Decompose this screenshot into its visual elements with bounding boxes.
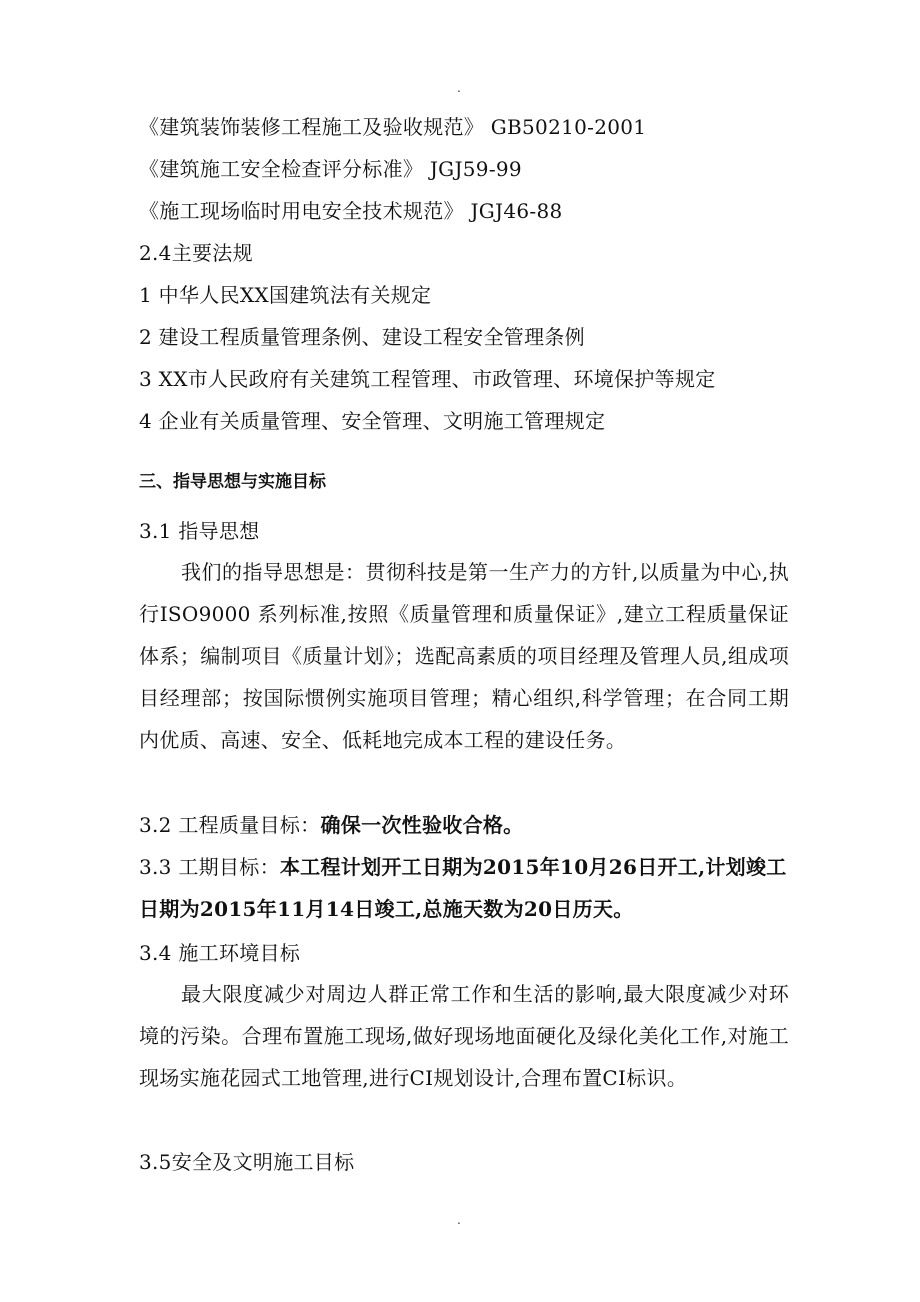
top-page-mark: . (457, 81, 461, 95)
section-3-4-heading: 3.4 施工环境目标 (139, 941, 301, 965)
section-3-2-value: 确保一次性验收合格。 (320, 813, 524, 837)
section-3-5-heading: 3.5安全及文明施工目标 (139, 1150, 355, 1174)
regulation-item-4: 4 企业有关质量管理、安全管理、文明施工管理规定 (139, 409, 606, 433)
section-3-2-line (139, 804, 789, 846)
section-3-3-line (139, 846, 789, 930)
regulations-heading: 2.4主要法规 (139, 241, 253, 265)
standard-line-2: 《建筑施工安全检查评分标准》 JGJ59-99 (139, 157, 522, 181)
section-3-3-value: 本工程计划开工日期为2015年10月26日开工,计划竣工日期为2015年11月14日竣工,总施天数为20日历天。 (139, 855, 787, 921)
section-3-4-paragraph: 最大限度减少对周边人群正常工作和生活的影响,最大限度减少对环境的污染。合理布置施工现场,做好现场地面硬化及绿化美化工作,对施工现场实施花园式工地管理,进行CI规划设计,合理布置CI标识。 (139, 982, 789, 1090)
section-3-1-paragraph: 我们的指导思想是：贯彻科技是第一生产力的方针,以质量为中心,执行ISO9000 系列标准,按照《质量管理和质量保证》,建立工程质量保证体系；编制项目《质量计划》；选配高素质的项目经理及管理人员,组成项目经理部；按国际惯例实施项目管理；精心组织,科学管理；在合同工期内优质、高速、安全、低耗地完成本工程的建设任务。 (139, 560, 789, 752)
regulation-item-2: 2 建设工程质量管理条例、建设工程安全管理条例 (139, 325, 585, 349)
section-3-2-label: 3.2 工程质量目标： (139, 813, 321, 837)
standard-line-3: 《施工现场临时用电安全技术规范》 JGJ46-88 (139, 199, 563, 223)
section-3-title: 三、指导思想与实施目标 (139, 472, 326, 492)
section-3-3-label: 3.3 工期目标： (139, 855, 280, 879)
regulation-item-1: 1 中华人民XX国建筑法有关规定 (139, 283, 432, 307)
standard-line-1: 《建筑装饰装修工程施工及验收规范》 GB50210-2001 (139, 115, 647, 139)
section-3-1-heading: 3.1 指导思想 (139, 519, 260, 543)
bottom-page-mark: . (457, 1213, 461, 1227)
regulation-item-3: 3 XX市人民政府有关建筑工程管理、市政管理、环境保护等规定 (139, 367, 716, 391)
